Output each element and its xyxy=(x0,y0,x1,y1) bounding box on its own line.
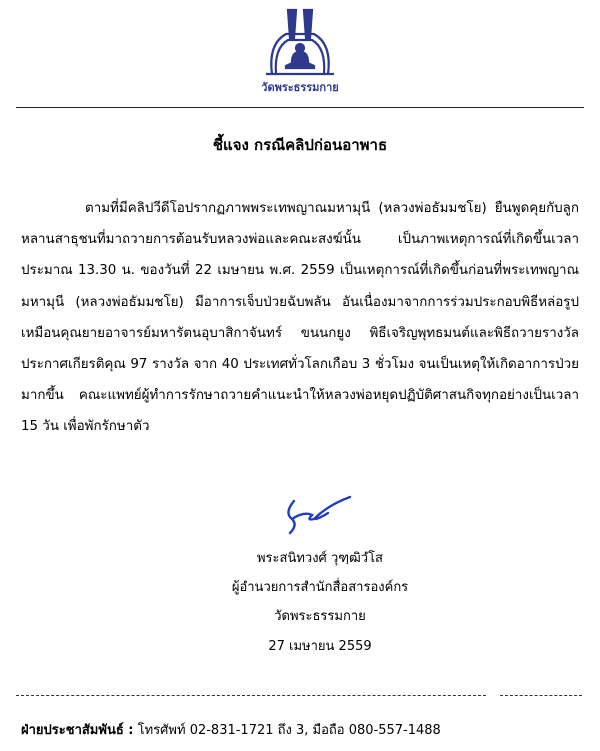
statement-date: 27 เมษายน 2559 xyxy=(268,639,372,654)
signatory-name: พระสนิทวงศ์ วุฑฺฒิวํโส xyxy=(256,551,383,566)
page-title: ชี้แจง กรณีคลิปก่อนอาพาธ xyxy=(212,136,388,154)
signatory-position: ผู้อำนวยการสำนักสื่อสารองค์กร xyxy=(231,580,409,595)
contact-line xyxy=(21,719,441,740)
statement-body: ตามที่มีคลิปวีดีโอปรากฏภาพพระเทพญาณมหามุนี (หลวงพ่อธัมมชโย) ยืนพูดคุยกับลูกหลานสาธุชนที่มาถวายการต้อนรับหลวงพ่อและคณะสงฆ์นั้น เป็นภาพเหตุการณ์ที่เกิดขึ้นเวลาประมาณ 13.30 น. ของวันที่ 22 เมษายน พ.ศ. 2559 เป็นเหตุการณ์ที่เกิดขึ้นก่อนที่พระเทพญาณมหามุนี (หลวงพ่อธัมมชโย) มีอาการเจ็บป่วยฉับพลัน อันเนื่องมาจากการร่วมประกอบพิธีหล่อรูปเหมือนคุณยายอาจารย์มหารัตนอุบาสิกาจันทร์ ขนนกยูง พิธีเจริญพุทธมนต์และพิธีถวายรางวัลประกาศเกียรติคุณ 97 รางวัล จาก 40 ประเทศทั่วโลกเกือบ 3 ชั่วโมง จนเป็นเหตุให้เกิดอาการป่วยมากขึ้น คณะแพทย์ผู้ทำการรักษาถวายคำแนะนำให้หลวงพ่อหยุดปฏิบัติศาสนกิจทุกอย่างเป็นเวลา 15 วัน เพื่อพักรักษาตัว xyxy=(21,201,579,435)
signatory-organization: วัดพระธรรมกาย xyxy=(274,609,366,624)
contact-label: ฝ่ายประชาสัมพันธ์ : xyxy=(21,723,134,738)
header-divider xyxy=(16,107,584,108)
contact-details: โทรศัพท์ 02-831-1721 ถึง 3, มือถือ 080-557-1488 xyxy=(137,723,441,738)
footer-divider xyxy=(16,695,486,696)
footer-divider-right xyxy=(500,695,582,696)
logo-text: วัดพระธรรมกาย xyxy=(261,81,339,94)
signature-icon xyxy=(276,489,356,537)
